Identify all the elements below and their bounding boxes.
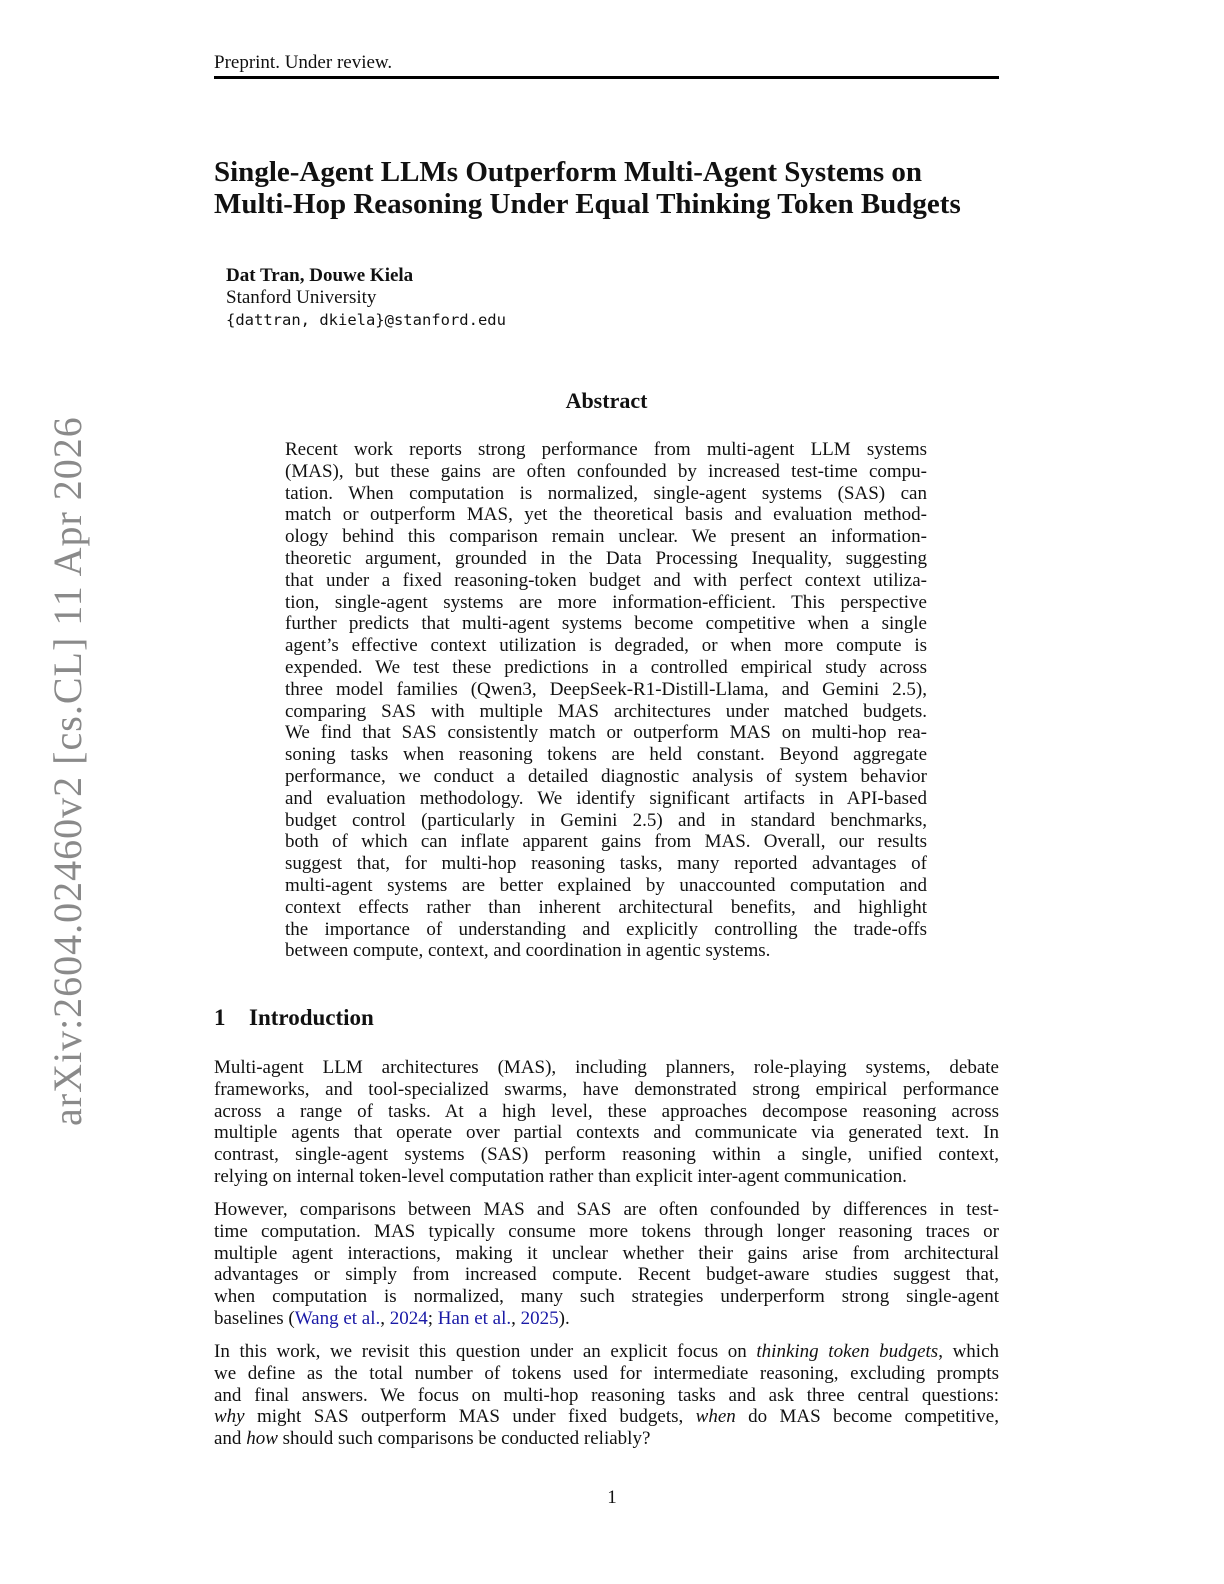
section-title: Introduction bbox=[249, 1005, 374, 1030]
paragraph-line: However, comparisons between MAS and SAS are often confounded by differences in test- bbox=[214, 1199, 999, 1220]
author-block bbox=[226, 265, 506, 331]
text-run: should such comparisons be conducted reliably? bbox=[277, 1428, 651, 1450]
paragraph-line: advantages or simply from increased compute. Recent budget-aware studies suggest that, bbox=[214, 1264, 999, 1286]
text-run: might SAS outperform MAS under fixed budgets, bbox=[244, 1406, 696, 1428]
section-number: 1 bbox=[214, 1005, 226, 1030]
paragraph-line: Recent work reports strong performance from multi-agent LLM systems bbox=[285, 439, 927, 460]
paragraph-line: further predicts that multi-agent systems become competitive when a single bbox=[285, 613, 927, 635]
paragraph-line: multiple agent interactions, making it unclear whether their gains arise from architectural bbox=[214, 1242, 999, 1264]
citation-link-wang[interactable] bbox=[295, 1308, 381, 1329]
paragraph-line: We find that SAS consistently match or outperform MAS on multi-hop rea- bbox=[285, 722, 927, 744]
text-run: ; bbox=[427, 1307, 438, 1329]
author-email[interactable]: {dattran, dkiela}@stanford.edu bbox=[226, 311, 506, 329]
paragraph-line: relying on internal token-level computation rather than explicit inter-agent communication. bbox=[214, 1165, 907, 1187]
citation-author[interactable]: Han et al. bbox=[437, 1307, 512, 1329]
paragraph-line: (MAS), but these gains are often confounded by increased test-time compu- bbox=[285, 460, 927, 482]
paragraph-line bbox=[214, 1406, 999, 1428]
introduction-paragraph-1 bbox=[214, 1057, 999, 1188]
text-run: , which bbox=[938, 1341, 999, 1362]
paragraph-line: context effects rather than inherent architectural benefits, and highlight bbox=[285, 896, 927, 918]
text-run: In this work, we revisit this question under an explicit focus on bbox=[214, 1341, 757, 1362]
paragraph-line: and evaluation methodology. We identify significant artifacts in API-based bbox=[285, 787, 927, 809]
paragraph-line bbox=[214, 1308, 999, 1330]
paragraph-line: expended. We test these predictions in a controlled empirical study across bbox=[285, 656, 927, 678]
paragraph-line: tion, single-agent systems are more information-efficient. This perspective bbox=[285, 591, 927, 613]
paragraph-line bbox=[214, 1428, 999, 1450]
paragraph-line: ology behind this comparison remain unclear. We present an information- bbox=[285, 526, 927, 548]
introduction-paragraph-2 bbox=[214, 1199, 999, 1330]
paragraph-line: comparing SAS with multiple MAS architectures under matched budgets. bbox=[285, 700, 927, 722]
paragraph-line: agent’s effective context utilization is degraded, or when more compute is bbox=[285, 635, 927, 657]
paragraph-line: contrast, single-agent systems (SAS) perform reasoning within a single, unified context, bbox=[214, 1144, 999, 1166]
citation-year-link-wang[interactable] bbox=[390, 1308, 428, 1329]
citation-year-link-han[interactable] bbox=[521, 1308, 559, 1329]
header-rule bbox=[214, 76, 999, 79]
paragraph-line: Multi-agent LLM architectures (MAS), including planners, role-playing systems, debate bbox=[214, 1057, 999, 1078]
paragraph-line: three model families (Qwen3, DeepSeek-R1-Distill-Llama, and Gemini 2.5), bbox=[285, 678, 927, 700]
text-run: do MAS become competitive, bbox=[735, 1406, 999, 1428]
text-run: baselines ( bbox=[214, 1307, 295, 1329]
paragraph-line: tation. When computation is normalized, single-agent systems (SAS) can bbox=[285, 482, 927, 504]
paper-title-line-1: Single-Agent LLMs Outperform Multi-Agent Systems on bbox=[214, 156, 923, 188]
arxiv-identifier-stamp: arXiv:2604.02460v2 [cs.CL] 11 Apr 2026 bbox=[45, 416, 90, 1126]
paragraph-line: multiple agents that operate over partial contexts and communicate via generated text. In bbox=[214, 1122, 999, 1144]
introduction-paragraph-3 bbox=[214, 1341, 999, 1450]
paragraph-line bbox=[214, 1341, 999, 1363]
emphasis-text: thinking token budgets bbox=[756, 1341, 939, 1362]
text-run: and bbox=[214, 1428, 247, 1450]
paragraph-line: when computation is normalized, many such strategies underperform strong single-agent bbox=[214, 1286, 999, 1308]
author-names: Dat Tran, Douwe Kiela bbox=[226, 265, 414, 286]
paragraph-line: and final answers. We focus on multi-hop reasoning tasks and ask three central questions: bbox=[214, 1384, 999, 1406]
paper-title-line-2: Multi-Hop Reasoning Under Equal Thinking Token Budgets bbox=[214, 188, 961, 220]
abstract-heading: Abstract bbox=[565, 388, 648, 413]
paragraph-line: soning tasks when reasoning tokens are held constant. Beyond aggregate bbox=[285, 744, 927, 766]
text-run: , bbox=[380, 1307, 390, 1329]
paragraph-line: between compute, context, and coordination in agentic systems. bbox=[285, 940, 771, 962]
text-run: , bbox=[511, 1307, 521, 1329]
citation-link-han[interactable] bbox=[438, 1308, 511, 1329]
emphasis-text: how bbox=[246, 1428, 278, 1450]
paragraph-line: multi-agent systems are better explained by unaccounted computation and bbox=[285, 874, 927, 896]
paragraph-line: the importance of understanding and explicitly controlling the trade-offs bbox=[285, 918, 927, 940]
paragraph-line: that under a fixed reasoning-token budget and with perfect context utiliza- bbox=[285, 569, 927, 591]
page-number: 1 bbox=[607, 1487, 617, 1508]
paragraph-line: suggest that, for multi-hop reasoning tasks, many reported advantages of bbox=[285, 853, 927, 875]
section-heading-introduction bbox=[214, 1004, 374, 1032]
paragraph-line: frameworks, and tool-specialized swarms, have demonstrated strong empirical performance bbox=[214, 1078, 999, 1100]
paragraph-line: across a range of tasks. At a high level, these approaches decompose reasoning across bbox=[214, 1100, 999, 1122]
paragraph-line: performance, we conduct a detailed diagnostic analysis of system behavior bbox=[285, 765, 927, 787]
abstract-body bbox=[285, 439, 927, 962]
paragraph-line: both of which can inflate apparent gains from MAS. Overall, our results bbox=[285, 831, 927, 853]
paragraph-line: time computation. MAS typically consume more tokens through longer reasoning traces or bbox=[214, 1220, 999, 1242]
paragraph-line: we define as the total number of tokens used for intermediate reasoning, excluding prompts bbox=[214, 1362, 999, 1384]
paragraph-line: match or outperform MAS, yet the theoretical basis and evaluation method- bbox=[285, 504, 927, 526]
emphasis-text: why bbox=[214, 1406, 245, 1428]
citation-year[interactable]: 2024 bbox=[389, 1307, 428, 1329]
running-head: Preprint. Under review. bbox=[214, 52, 393, 73]
paper-title bbox=[214, 156, 1014, 220]
paragraph-line: theoretic argument, grounded in the Data Processing Inequality, suggesting bbox=[285, 547, 927, 569]
paragraph-line: budget control (particularly in Gemini 2.5) and in standard benchmarks, bbox=[285, 809, 927, 831]
author-affiliation: Stanford University bbox=[226, 287, 377, 308]
citation-year[interactable]: 2025 bbox=[520, 1307, 559, 1329]
citation-author[interactable]: Wang et al. bbox=[294, 1307, 381, 1329]
emphasis-text: when bbox=[695, 1406, 736, 1428]
text-run: ). bbox=[558, 1307, 570, 1329]
